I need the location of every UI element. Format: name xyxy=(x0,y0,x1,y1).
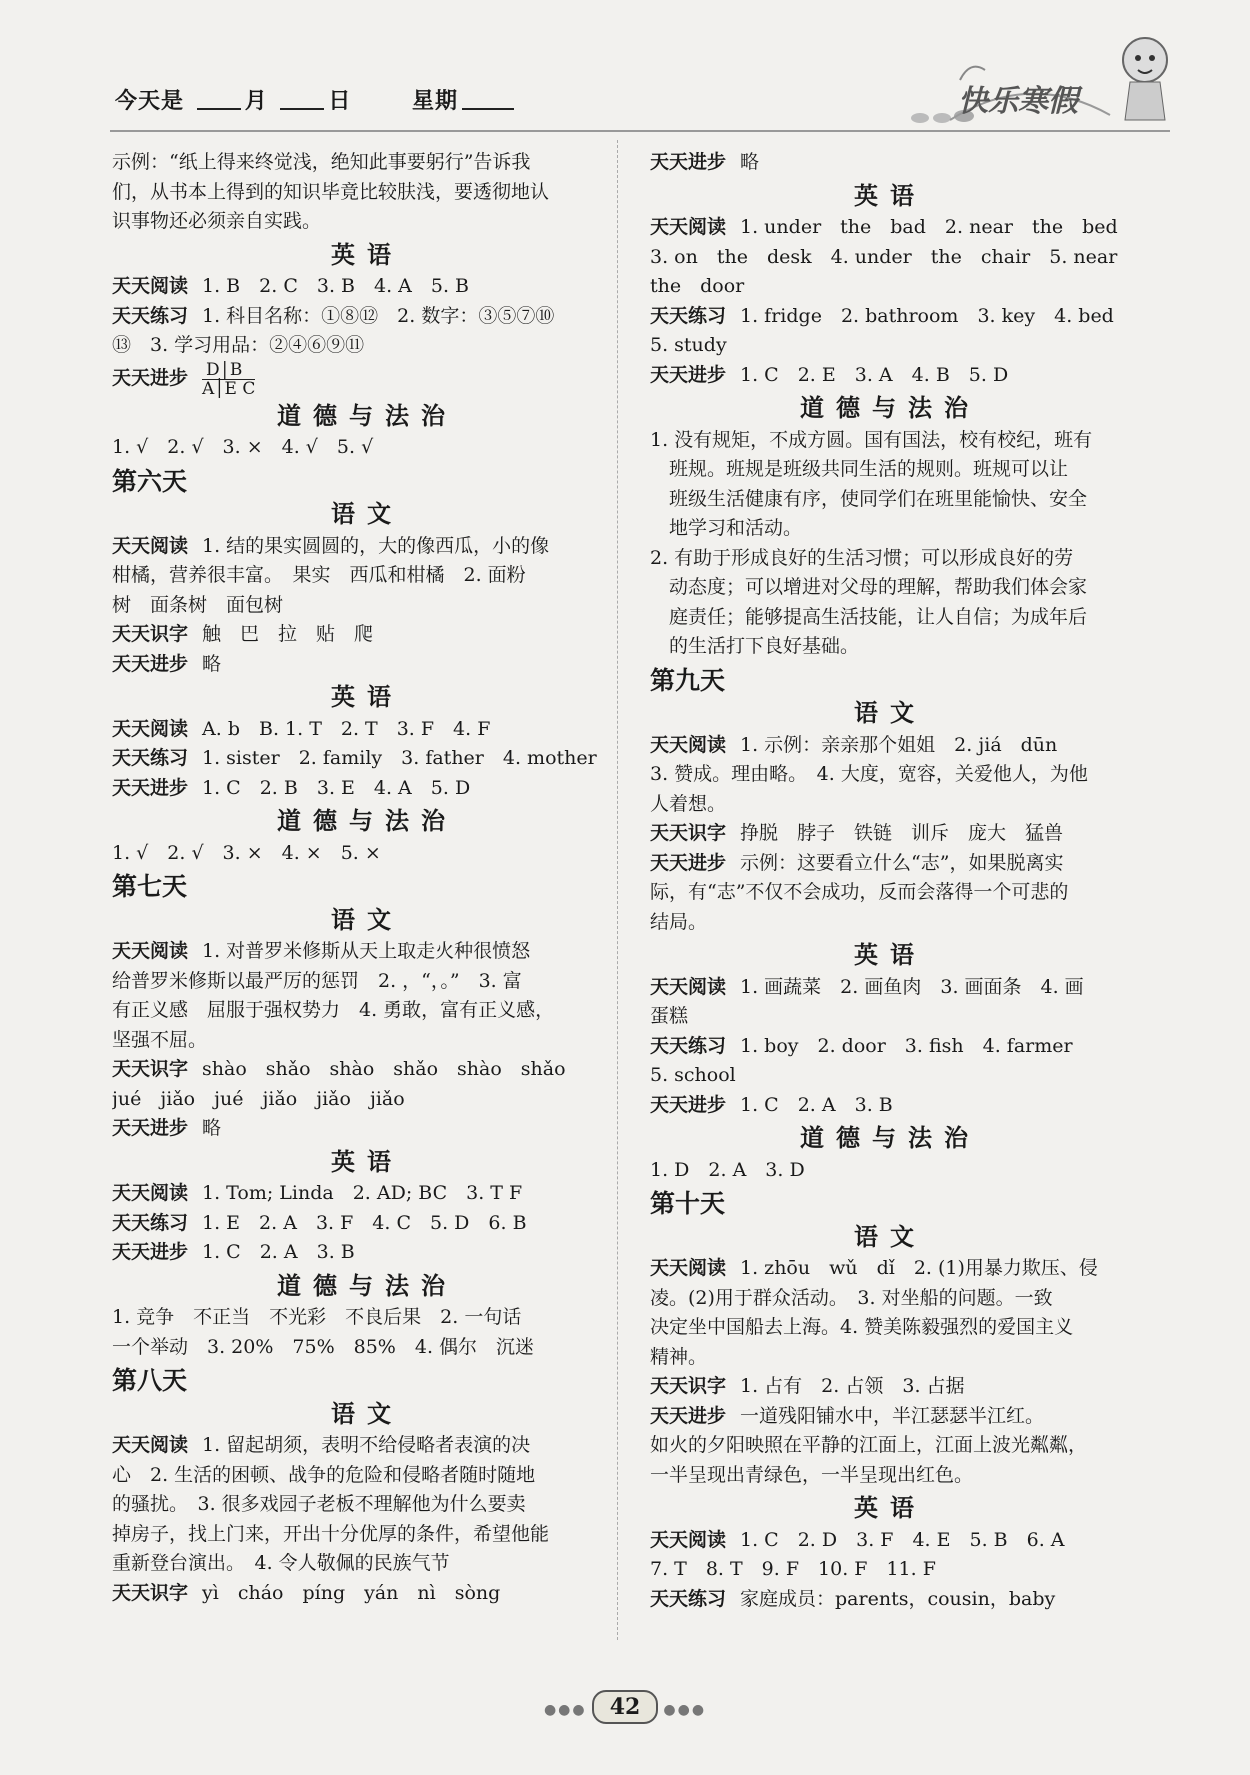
subject-heading: 语文 xyxy=(854,699,926,727)
item-value: 1. C 2. A 3. B xyxy=(740,1093,893,1116)
item-label: 天天进步 xyxy=(112,776,189,799)
page-header xyxy=(0,0,1250,140)
answer-item xyxy=(650,1585,1130,1615)
item-label: 天天阅读 xyxy=(112,275,189,297)
answer-item xyxy=(112,744,622,774)
item-label: 天天阅读 xyxy=(650,1528,727,1551)
answer-item xyxy=(650,1402,1130,1432)
item-value: 1. zhōu wǔ dǐ 2. (1)用暴力欺压、侵 xyxy=(740,1257,1098,1279)
subject-heading: 英语 xyxy=(854,1494,926,1522)
answer-line: 蛋糕 xyxy=(650,1005,689,1027)
answer-line: 决定坐中国船去上海。4. 赞美陈毅强烈的爱国主义 xyxy=(650,1316,1074,1338)
item-label: 天天进步 xyxy=(112,652,189,675)
item-label: 天天进步 xyxy=(650,1404,727,1427)
answer-item xyxy=(650,148,1130,178)
subject-heading: 道德与法治 xyxy=(800,1124,980,1152)
left-column xyxy=(112,148,622,1608)
subject-heading: 道德与法治 xyxy=(277,807,457,835)
answer-line: 1. 没有规矩，不成方圆。国有国法，校有校纪，班有 xyxy=(650,428,1093,451)
answer-line: 识事物还必须亲自实践。 xyxy=(112,210,322,232)
answer-line: 2. 有助于形成良好的生活习惯；可以形成良好的劳 xyxy=(650,546,1074,569)
item-label: 天天练习 xyxy=(112,304,189,327)
answer-item xyxy=(112,937,622,967)
answer-line: 示例：“纸上得来终觉浅，绝知此事要躬行”告诉我 xyxy=(112,151,531,173)
answer-line: 人着想。 xyxy=(650,792,727,815)
answer-item xyxy=(112,715,622,745)
day-heading: 第六天 xyxy=(112,466,188,496)
item-value: 1. sister 2. family 3. father 4. mother xyxy=(202,747,597,769)
item-value: 略 xyxy=(740,151,760,173)
sort-diagram-top: D│B xyxy=(202,361,255,380)
answer-line: 重新登台演出。 4. 令人敬佩的民族气节 xyxy=(112,1552,450,1574)
subject-heading: 英语 xyxy=(854,181,926,210)
item-value: 1. 留起胡须，表明不给侵略者表演的决 xyxy=(202,1434,531,1456)
day-heading: 第十天 xyxy=(650,1189,726,1218)
item-label: 天天进步 xyxy=(650,1093,727,1116)
answer-item xyxy=(112,774,622,804)
answer-item xyxy=(650,1372,1130,1402)
answer-item xyxy=(112,1579,622,1609)
subject-heading: 英语 xyxy=(854,941,926,969)
item-value: 示例：这要看立什么“志”，如果脱离实 xyxy=(740,851,1064,874)
subject-heading: 语文 xyxy=(854,1222,926,1251)
answer-item xyxy=(650,1526,1130,1556)
item-value: 1. 画蔬菜 2. 画鱼肉 3. 画面条 4. 画 xyxy=(740,975,1084,998)
answer-item xyxy=(650,849,1130,879)
subject-heading: 英语 xyxy=(331,683,403,711)
page-footer xyxy=(0,1690,1250,1724)
answer-line: 结局。 xyxy=(650,910,708,933)
item-label: 天天练习 xyxy=(112,1211,189,1234)
subject-heading: 道德与法治 xyxy=(277,401,457,430)
answer-line: 们，从书本上得到的知识毕竟比较肤浅，要透彻地认 xyxy=(112,180,550,203)
answer-line: 精神。 xyxy=(650,1345,708,1368)
answer-line: 树 面条树 面包树 xyxy=(112,593,284,616)
answer-line: 7. T 8. T 9. F 10. F 11. F xyxy=(650,1558,936,1580)
answer-item xyxy=(650,731,1130,761)
answer-line: 3. on the desk 4. under the chair 5. near xyxy=(650,245,1118,268)
item-value: 1. C 2. B 3. E 4. A 5. D xyxy=(202,776,471,799)
month-label: 月 xyxy=(244,89,268,114)
item-value: 挣脱 脖子 铁链 训斥 庞大 猛兽 xyxy=(740,822,1064,844)
item-value: 1. 占有 2. 占领 3. 占据 xyxy=(740,1375,965,1397)
answer-item xyxy=(650,819,1130,849)
item-label: 天天阅读 xyxy=(650,216,727,238)
answer-item xyxy=(112,1114,622,1144)
item-label: 天天识字 xyxy=(112,623,189,645)
logo-text: 快乐寒假 xyxy=(958,84,1078,119)
answer-item xyxy=(112,532,622,562)
subject-heading: 英语 xyxy=(331,1147,403,1176)
item-label: 天天练习 xyxy=(112,747,189,769)
month-blank xyxy=(197,108,241,110)
answer-item xyxy=(112,1055,622,1085)
answer-line: 坚强不屈。 xyxy=(112,1028,208,1051)
answer-line: 际，有“志”不仅不会成功，反而会落得一个可悲的 xyxy=(650,881,1069,903)
item-label: 天天进步 xyxy=(650,363,727,386)
answer-item xyxy=(112,620,622,650)
answer-line: 掉房子，找上门来，开出十分优厚的条件，希望他能 xyxy=(112,1522,550,1545)
answer-line: 凌。(2)用于群众活动。 3. 对坐船的问题。一致 xyxy=(650,1286,1053,1309)
subject-heading: 语文 xyxy=(331,1399,403,1428)
answer-item xyxy=(112,1209,622,1239)
subject-heading: 语文 xyxy=(331,905,403,934)
item-label: 天天阅读 xyxy=(650,733,727,756)
item-value: 1. B 2. C 3. B 4. A 5. B xyxy=(202,275,469,297)
item-label: 天天阅读 xyxy=(112,534,189,557)
item-label: 天天识字 xyxy=(650,1375,727,1397)
item-value: 1. boy 2. door 3. fish 4. farmer xyxy=(740,1034,1073,1057)
item-value: 略 xyxy=(202,1117,222,1139)
answer-item xyxy=(112,1179,622,1209)
item-label: 天天练习 xyxy=(650,1034,727,1057)
answer-line: 班级生活健康有序，使同学们在班里能愉快、安全 xyxy=(650,487,1088,510)
answer-line: 1. √ 2. √ 3. × 4. √ 5. √ xyxy=(112,436,374,458)
answer-line: ⑬ 3. 学习用品：②④⑥⑨⑪ xyxy=(112,334,365,356)
header-rule xyxy=(110,130,1170,132)
item-label: 天天识字 xyxy=(650,822,727,844)
day-heading: 第九天 xyxy=(650,665,726,695)
item-value: 1. 示例：亲亲那个姐姐 2. jiá dūn xyxy=(740,733,1058,756)
answer-line: 如火的夕阳映照在平静的江面上，江面上波光粼粼， xyxy=(650,1434,1088,1456)
item-value: 1. under the bad 2. near the bed xyxy=(740,216,1118,238)
answer-line: 庭责任；能够提高生活技能，让人自信；为成年后 xyxy=(650,605,1088,628)
right-column xyxy=(650,148,1130,1614)
item-value: 1. 结的果实圆圆的，大的像西瓜，小的像 xyxy=(202,534,550,557)
weekday-label: 星期 xyxy=(412,89,459,114)
answer-item xyxy=(650,361,1130,391)
answer-line: 柑橘，营养很丰富。 果实 西瓜和柑橘 2. 面粉 xyxy=(112,564,526,586)
sort-diagram xyxy=(202,361,255,398)
item-label: 天天练习 xyxy=(650,304,727,327)
answer-item xyxy=(112,302,622,332)
item-value: A. b B. 1. T 2. T 3. F 4. F xyxy=(202,717,491,740)
item-label: 天天识字 xyxy=(112,1058,189,1080)
item-label: 天天进步 xyxy=(112,1117,189,1139)
answer-line: 地学习和活动。 xyxy=(650,517,803,539)
answer-line: 一个举动 3. 20% 75% 85% 4. 偶尔 沉迷 xyxy=(112,1335,535,1358)
item-label: 天天识字 xyxy=(112,1581,189,1604)
answer-item xyxy=(650,973,1130,1003)
item-label: 天天进步 xyxy=(112,1241,189,1263)
answer-line: 的生活打下良好基础。 xyxy=(650,635,860,657)
answer-line: 5. school xyxy=(650,1064,736,1086)
subject-heading: 英语 xyxy=(331,240,403,269)
item-value: 1. Tom; Linda 2. AD; BC 3. T F xyxy=(202,1182,523,1204)
item-label: 天天进步 xyxy=(112,367,189,389)
answer-item xyxy=(112,650,622,680)
day-heading: 第七天 xyxy=(112,872,188,901)
item-label: 天天进步 xyxy=(650,851,727,874)
weekday-blank xyxy=(462,108,514,110)
answer-line: 给普罗米修斯以最严厉的惩罚 2. ，“，。” 3. 富 xyxy=(112,969,522,992)
answer-item xyxy=(112,1238,622,1268)
subject-heading: 语文 xyxy=(331,500,403,528)
item-value: yì cháo píng yán nì sòng xyxy=(202,1581,501,1604)
answer-item xyxy=(650,1091,1130,1121)
day-blank xyxy=(280,108,324,110)
item-label: 天天阅读 xyxy=(112,717,189,740)
answer-line: 一半呈现出青绿色，一半呈现出红色。 xyxy=(650,1463,974,1486)
item-value: 触 巴 拉 贴 爬 xyxy=(202,623,374,645)
answer-line: 1. 竞争 不正当 不光彩 不良后果 2. 一句话 xyxy=(112,1306,522,1328)
item-label: 天天阅读 xyxy=(650,1257,727,1279)
answer-line: 的骚扰。 3. 很多戏园子老板不理解他为什么要卖 xyxy=(112,1493,526,1515)
item-label: 天天练习 xyxy=(650,1587,727,1610)
answer-line: 3. 赞成。理由略。 4. 大度，宽容，关爱他人，为他 xyxy=(650,763,1088,785)
item-value: 1. 对普罗米修斯从天上取走火种很愤怒 xyxy=(202,940,531,962)
item-value: 家庭成员：parents，cousin，baby xyxy=(740,1587,1056,1610)
page-number: 42 xyxy=(592,1690,659,1724)
answer-line: 动态度；可以增进对父母的理解，帮助我们体会家 xyxy=(650,576,1088,598)
answer-item xyxy=(650,302,1130,332)
day-heading: 第八天 xyxy=(112,1366,188,1395)
answer-line: 5. study xyxy=(650,334,727,356)
sort-diagram-bottom: A│E C xyxy=(202,378,256,398)
footer-dots-left: ●●● xyxy=(543,1702,587,1718)
item-value: shào shǎo shào shǎo shào shǎo xyxy=(202,1058,566,1080)
item-value: 1. 科目名称：①⑧⑫ 2. 数字：③⑤⑦⑩ xyxy=(202,304,555,327)
date-line xyxy=(115,84,518,115)
answer-item xyxy=(650,213,1130,243)
item-value: 1. E 2. A 3. F 4. C 5. D 6. B xyxy=(202,1211,527,1234)
logo xyxy=(880,20,1180,140)
answer-line: 班规。班规是班级共同生活的规则。班规可以让 xyxy=(650,458,1069,480)
item-label: 天天进步 xyxy=(650,151,727,173)
item-value: 1. C 2. E 3. A 4. B 5. D xyxy=(740,363,1009,386)
answer-line: the door xyxy=(650,275,745,297)
item-value: 略 xyxy=(202,652,222,675)
item-value: 1. fridge 2. bathroom 3. key 4. bed xyxy=(740,304,1114,327)
answer-item xyxy=(650,1032,1130,1062)
answer-line: 1. D 2. A 3. D xyxy=(650,1158,805,1181)
answer-line: jué jiǎo jué jiǎo jiǎo jiǎo xyxy=(112,1087,405,1110)
day-label: 日 xyxy=(328,89,352,114)
subject-heading: 道德与法治 xyxy=(277,1271,457,1300)
answer-item xyxy=(112,272,622,302)
answer-item xyxy=(112,361,622,398)
answer-line: 心 2. 生活的困顿、战争的危险和侵略者随时随地 xyxy=(112,1463,536,1486)
footer-dots-right: ●●● xyxy=(663,1702,707,1718)
item-label: 天天阅读 xyxy=(112,1182,189,1204)
date-prefix: 今天是 xyxy=(115,89,185,114)
item-label: 天天阅读 xyxy=(112,940,189,962)
item-value: 1. C 2. A 3. B xyxy=(202,1241,355,1263)
subject-heading: 道德与法治 xyxy=(800,394,980,422)
answer-item xyxy=(650,1254,1130,1284)
answer-line: 1. √ 2. √ 3. × 4. × 5. × xyxy=(112,841,381,864)
item-label: 天天阅读 xyxy=(112,1434,189,1456)
item-value: 一道残阳铺水中，半江瑟瑟半江红。 xyxy=(740,1404,1045,1427)
item-value: 1. C 2. D 3. F 4. E 5. B 6. A xyxy=(740,1528,1065,1551)
answer-item xyxy=(112,1431,622,1461)
item-label: 天天阅读 xyxy=(650,975,727,998)
answer-line: 有正义感 屈服于强权势力 4. 勇敢，富有正义感， xyxy=(112,999,555,1021)
